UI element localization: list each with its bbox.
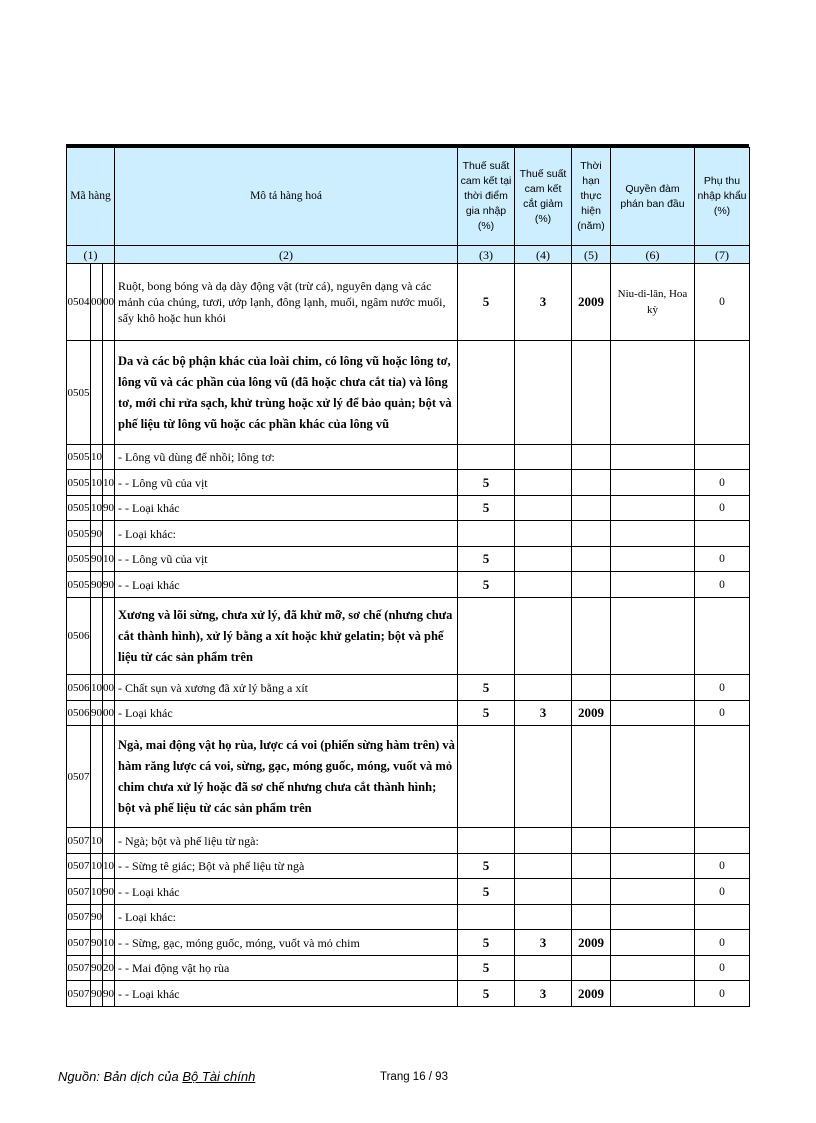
cell-heading-code: 0505 bbox=[67, 445, 91, 470]
cell-description: - Loại khác: bbox=[115, 521, 458, 547]
cell-negotiating-rights bbox=[611, 521, 695, 547]
cell-base-rate bbox=[458, 828, 515, 854]
cell-negotiating-rights bbox=[611, 981, 695, 1007]
cell-surcharge: 0 bbox=[695, 572, 750, 598]
cell-base-rate bbox=[458, 598, 515, 675]
cell-final-rate bbox=[515, 445, 572, 470]
source-note bbox=[58, 1069, 255, 1084]
cell-subheading-1: 00 bbox=[91, 264, 103, 341]
cell-subheading-2: 20 bbox=[103, 956, 115, 981]
tariff-table-container bbox=[66, 144, 749, 1007]
cell-description: Da và các bộ phận khác của loài chim, có lông vũ hoặc lông tơ, lông vũ và các phần của lông vũ (đã hoặc chưa cắt tỉa) và lông tơ, mới chỉ rửa sạch, khử trùng hoặc xử lý để bảo quản; bột và phế liệu từ lông vũ hoặc các phần khác của lông vũ bbox=[115, 341, 458, 445]
cell-negotiating-rights bbox=[611, 726, 695, 828]
cell-base-rate bbox=[458, 905, 515, 930]
cell-implementation-year bbox=[572, 726, 611, 828]
table-row bbox=[67, 956, 750, 981]
cell-subheading-1: 10 bbox=[91, 470, 103, 496]
cell-implementation-year bbox=[572, 521, 611, 547]
column-number-6: (6) bbox=[611, 246, 695, 264]
header-rate-at-accession: Thuế suất cam kết tại thời điểm gia nhập (%) bbox=[458, 148, 515, 246]
cell-description: - Loại khác: bbox=[115, 905, 458, 930]
cell-surcharge: 0 bbox=[695, 470, 750, 496]
cell-description: - Ngà; bột và phế liệu từ ngà: bbox=[115, 828, 458, 854]
table-row bbox=[67, 470, 750, 496]
cell-subheading-2 bbox=[103, 521, 115, 547]
cell-surcharge bbox=[695, 726, 750, 828]
header-final-rate: Thuế suất cam kết cắt giảm (%) bbox=[515, 148, 572, 246]
cell-implementation-year bbox=[572, 572, 611, 598]
cell-heading-code: 0505 bbox=[67, 341, 91, 445]
cell-implementation-year: 2009 bbox=[572, 981, 611, 1007]
cell-subheading-1: 90 bbox=[91, 956, 103, 981]
cell-base-rate: 5 bbox=[458, 879, 515, 905]
cell-heading-code: 0506 bbox=[67, 598, 91, 675]
cell-surcharge bbox=[695, 598, 750, 675]
tariff-table bbox=[66, 147, 750, 1007]
cell-base-rate: 5 bbox=[458, 981, 515, 1007]
table-row bbox=[67, 905, 750, 930]
cell-subheading-2: 10 bbox=[103, 854, 115, 879]
cell-description: - - Loại khác bbox=[115, 981, 458, 1007]
cell-subheading-2 bbox=[103, 445, 115, 470]
cell-subheading-1: 90 bbox=[91, 981, 103, 1007]
cell-surcharge: 0 bbox=[695, 879, 750, 905]
cell-negotiating-rights bbox=[611, 879, 695, 905]
cell-subheading-1: 10 bbox=[91, 496, 103, 521]
table-row bbox=[67, 598, 750, 675]
cell-subheading-2: 10 bbox=[103, 470, 115, 496]
cell-implementation-year bbox=[572, 854, 611, 879]
table-row bbox=[67, 981, 750, 1007]
cell-subheading-1: 10 bbox=[91, 854, 103, 879]
cell-description: - Loại khác bbox=[115, 701, 458, 726]
cell-heading-code: 0504 bbox=[67, 264, 91, 341]
cell-heading-code: 0505 bbox=[67, 496, 91, 521]
cell-base-rate bbox=[458, 341, 515, 445]
cell-surcharge bbox=[695, 445, 750, 470]
table-row bbox=[67, 496, 750, 521]
cell-description: - - Lông vũ của vịt bbox=[115, 547, 458, 572]
cell-surcharge: 0 bbox=[695, 701, 750, 726]
cell-surcharge: 0 bbox=[695, 956, 750, 981]
cell-subheading-2 bbox=[103, 598, 115, 675]
cell-base-rate: 5 bbox=[458, 470, 515, 496]
cell-subheading-2: 90 bbox=[103, 496, 115, 521]
cell-subheading-1: 90 bbox=[91, 930, 103, 956]
cell-implementation-year bbox=[572, 445, 611, 470]
cell-surcharge: 0 bbox=[695, 854, 750, 879]
table-row bbox=[67, 726, 750, 828]
cell-final-rate bbox=[515, 572, 572, 598]
cell-negotiating-rights bbox=[611, 701, 695, 726]
cell-final-rate: 3 bbox=[515, 701, 572, 726]
header-row bbox=[67, 148, 750, 246]
cell-final-rate bbox=[515, 828, 572, 854]
cell-negotiating-rights bbox=[611, 598, 695, 675]
table-row bbox=[67, 521, 750, 547]
cell-surcharge: 0 bbox=[695, 930, 750, 956]
cell-heading-code: 0507 bbox=[67, 854, 91, 879]
column-number-3: (3) bbox=[458, 246, 515, 264]
table-row bbox=[67, 547, 750, 572]
cell-description: - - Sừng, gạc, móng guốc, móng, vuốt và mỏ chim bbox=[115, 930, 458, 956]
cell-description: - - Sừng tê giác; Bột và phế liệu từ ngà bbox=[115, 854, 458, 879]
cell-final-rate: 3 bbox=[515, 981, 572, 1007]
cell-implementation-year bbox=[572, 470, 611, 496]
source-link[interactable]: Bộ Tài chính bbox=[182, 1069, 256, 1084]
table-row bbox=[67, 879, 750, 905]
cell-final-rate bbox=[515, 470, 572, 496]
table-row bbox=[67, 854, 750, 879]
cell-implementation-year: 2009 bbox=[572, 701, 611, 726]
header-code: Mã hàng bbox=[67, 148, 115, 246]
cell-subheading-1: 90 bbox=[91, 521, 103, 547]
cell-surcharge: 0 bbox=[695, 981, 750, 1007]
cell-description: Xương và lõi sừng, chưa xử lý, đã khử mỡ, sơ chế (nhưng chưa cắt thành hình), xử lý bằng a xít hoặc khử gelatin; bột và phế liệu từ các sản phẩm trên bbox=[115, 598, 458, 675]
cell-final-rate bbox=[515, 341, 572, 445]
cell-negotiating-rights bbox=[611, 828, 695, 854]
cell-heading-code: 0507 bbox=[67, 981, 91, 1007]
table-row bbox=[67, 341, 750, 445]
cell-subheading-1 bbox=[91, 598, 103, 675]
cell-negotiating-rights bbox=[611, 341, 695, 445]
cell-final-rate bbox=[515, 598, 572, 675]
cell-subheading-2: 90 bbox=[103, 981, 115, 1007]
cell-subheading-2 bbox=[103, 341, 115, 445]
cell-surcharge bbox=[695, 828, 750, 854]
cell-base-rate bbox=[458, 726, 515, 828]
cell-final-rate bbox=[515, 879, 572, 905]
cell-negotiating-rights: Niu-di-lân, Hoa kỳ bbox=[611, 264, 695, 341]
cell-implementation-year bbox=[572, 341, 611, 445]
cell-description: - Lông vũ dùng để nhồi; lông tơ: bbox=[115, 445, 458, 470]
column-number-7: (7) bbox=[695, 246, 750, 264]
column-number-4: (4) bbox=[515, 246, 572, 264]
cell-base-rate: 5 bbox=[458, 930, 515, 956]
cell-final-rate bbox=[515, 726, 572, 828]
cell-surcharge: 0 bbox=[695, 264, 750, 341]
table-row bbox=[67, 572, 750, 598]
cell-surcharge bbox=[695, 341, 750, 445]
cell-negotiating-rights bbox=[611, 572, 695, 598]
cell-negotiating-rights bbox=[611, 445, 695, 470]
cell-base-rate bbox=[458, 521, 515, 547]
cell-subheading-2: 10 bbox=[103, 930, 115, 956]
cell-final-rate bbox=[515, 547, 572, 572]
cell-subheading-1 bbox=[91, 726, 103, 828]
cell-heading-code: 0505 bbox=[67, 547, 91, 572]
cell-description: - - Loại khác bbox=[115, 879, 458, 905]
column-number-row bbox=[67, 246, 750, 264]
cell-negotiating-rights bbox=[611, 956, 695, 981]
cell-base-rate bbox=[458, 445, 515, 470]
cell-subheading-2: 00 bbox=[103, 675, 115, 701]
cell-negotiating-rights bbox=[611, 854, 695, 879]
cell-final-rate: 3 bbox=[515, 264, 572, 341]
table-row bbox=[67, 701, 750, 726]
cell-description: - - Mai động vật họ rùa bbox=[115, 956, 458, 981]
header-surcharge: Phụ thu nhập khẩu (%) bbox=[695, 148, 750, 246]
cell-heading-code: 0505 bbox=[67, 572, 91, 598]
cell-implementation-year bbox=[572, 905, 611, 930]
cell-subheading-1: 90 bbox=[91, 547, 103, 572]
cell-heading-code: 0507 bbox=[67, 930, 91, 956]
cell-implementation-year bbox=[572, 496, 611, 521]
cell-heading-code: 0507 bbox=[67, 828, 91, 854]
cell-surcharge bbox=[695, 521, 750, 547]
cell-base-rate: 5 bbox=[458, 572, 515, 598]
cell-description: - - Loại khác bbox=[115, 572, 458, 598]
cell-heading-code: 0507 bbox=[67, 956, 91, 981]
column-number-5: (5) bbox=[572, 246, 611, 264]
cell-implementation-year: 2009 bbox=[572, 264, 611, 341]
cell-subheading-1: 10 bbox=[91, 879, 103, 905]
cell-subheading-1 bbox=[91, 341, 103, 445]
cell-negotiating-rights bbox=[611, 905, 695, 930]
cell-base-rate: 5 bbox=[458, 496, 515, 521]
cell-heading-code: 0507 bbox=[67, 905, 91, 930]
cell-negotiating-rights bbox=[611, 675, 695, 701]
cell-subheading-2: 10 bbox=[103, 547, 115, 572]
column-number-2: (2) bbox=[115, 246, 458, 264]
cell-subheading-1: 10 bbox=[91, 828, 103, 854]
cell-subheading-2 bbox=[103, 726, 115, 828]
cell-negotiating-rights bbox=[611, 547, 695, 572]
cell-final-rate: 3 bbox=[515, 930, 572, 956]
cell-negotiating-rights bbox=[611, 930, 695, 956]
cell-subheading-2: 90 bbox=[103, 879, 115, 905]
source-prefix: Nguồn: Bản dịch của bbox=[58, 1069, 183, 1084]
cell-heading-code: 0506 bbox=[67, 701, 91, 726]
cell-description: Ngà, mai động vật họ rùa, lược cá voi (phiến sừng hàm trên) và hàm răng lược cá voi, sừng, gạc, móng guốc, móng, vuốt và mỏ chim chưa xử lý hoặc đã sơ chế nhưng chưa cắt thành hình; bột và phế liệu từ các sản phẩm trên bbox=[115, 726, 458, 828]
cell-subheading-1: 10 bbox=[91, 675, 103, 701]
header-description: Mô tả hàng hoá bbox=[115, 148, 458, 246]
header-implementation: Thời hạn thực hiện (năm) bbox=[572, 148, 611, 246]
cell-implementation-year bbox=[572, 828, 611, 854]
cell-subheading-1: 90 bbox=[91, 701, 103, 726]
cell-heading-code: 0507 bbox=[67, 726, 91, 828]
cell-final-rate bbox=[515, 956, 572, 981]
cell-implementation-year bbox=[572, 956, 611, 981]
table-row bbox=[67, 264, 750, 341]
cell-final-rate bbox=[515, 496, 572, 521]
cell-subheading-2 bbox=[103, 905, 115, 930]
cell-base-rate: 5 bbox=[458, 547, 515, 572]
table-row bbox=[67, 675, 750, 701]
cell-surcharge: 0 bbox=[695, 675, 750, 701]
cell-negotiating-rights bbox=[611, 496, 695, 521]
table-row bbox=[67, 828, 750, 854]
cell-base-rate: 5 bbox=[458, 854, 515, 879]
cell-final-rate bbox=[515, 675, 572, 701]
cell-description: - - Lông vũ của vịt bbox=[115, 470, 458, 496]
cell-subheading-2: 90 bbox=[103, 572, 115, 598]
cell-heading-code: 0507 bbox=[67, 879, 91, 905]
cell-subheading-2 bbox=[103, 828, 115, 854]
cell-subheading-1: 90 bbox=[91, 572, 103, 598]
cell-heading-code: 0505 bbox=[67, 521, 91, 547]
cell-final-rate bbox=[515, 854, 572, 879]
cell-surcharge: 0 bbox=[695, 547, 750, 572]
header-inr: Quyền đàm phán ban đầu bbox=[611, 148, 695, 246]
cell-description: - Chất sụn và xương đã xử lý bằng a xít bbox=[115, 675, 458, 701]
cell-subheading-1: 10 bbox=[91, 445, 103, 470]
page-number: Trang 16 / 93 bbox=[380, 1071, 448, 1083]
table-row bbox=[67, 930, 750, 956]
table-row bbox=[67, 445, 750, 470]
cell-implementation-year: 2009 bbox=[572, 930, 611, 956]
cell-final-rate bbox=[515, 905, 572, 930]
cell-subheading-1: 90 bbox=[91, 905, 103, 930]
cell-description: - - Loại khác bbox=[115, 496, 458, 521]
cell-final-rate bbox=[515, 521, 572, 547]
cell-subheading-2: 00 bbox=[103, 701, 115, 726]
cell-heading-code: 0505 bbox=[67, 470, 91, 496]
cell-base-rate: 5 bbox=[458, 264, 515, 341]
cell-heading-code: 0506 bbox=[67, 675, 91, 701]
column-number-1: (1) bbox=[67, 246, 115, 264]
cell-subheading-2: 00 bbox=[103, 264, 115, 341]
cell-surcharge bbox=[695, 905, 750, 930]
cell-implementation-year bbox=[572, 675, 611, 701]
cell-base-rate: 5 bbox=[458, 675, 515, 701]
cell-negotiating-rights bbox=[611, 470, 695, 496]
cell-implementation-year bbox=[572, 879, 611, 905]
cell-surcharge: 0 bbox=[695, 496, 750, 521]
cell-base-rate: 5 bbox=[458, 701, 515, 726]
cell-base-rate: 5 bbox=[458, 956, 515, 981]
cell-description: Ruột, bong bóng và dạ dày động vật (trừ cá), nguyên dạng và các mảnh của chúng, tươi, ướp lạnh, đông lạnh, muối, ngâm nước muối, sấy khô hoặc hun khói bbox=[115, 264, 458, 341]
cell-implementation-year bbox=[572, 547, 611, 572]
cell-implementation-year bbox=[572, 598, 611, 675]
